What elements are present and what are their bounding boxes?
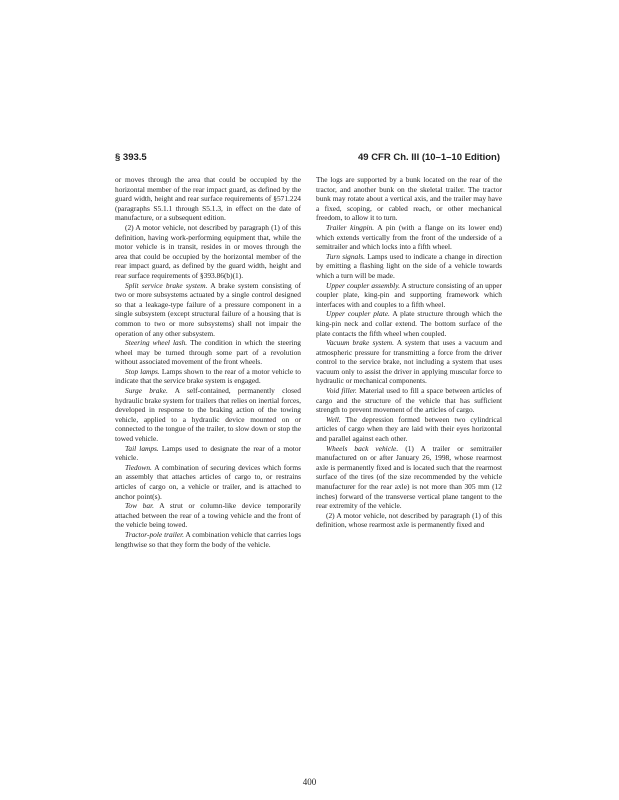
definition-term: Trailer kingpin. — [326, 222, 375, 232]
paragraph: (2) A motor vehicle, not described by paragraph (1) of this definition, whose rearmost axle is permanently fixed and — [316, 510, 502, 530]
cfr-chapter-title: 49 CFR Ch. III (10–1–10 Edition) — [357, 152, 500, 163]
definition-wheels-back-vehicle: Wheels back vehicle. (1) A trailer or semitrailer manufactured on or after January 26, 1998, whose rearmost axle is permanently fixed and is located such that the rearmost surface of the tires (of the size recommended by the vehicle manufacturer for the rear axle) is not more than 305 mm (12 inches) forward of the transverse vertical plane tangent to the rear extremity of the vehicle. — [316, 443, 502, 511]
running-header — [115, 152, 500, 166]
definition-vacuum-brake-system: Vacuum brake system. A system that uses a vacuum and atmospheric pressure for transmitting a force from the driver control to the service brake, not including a system that uses vacuum only to assist the driver in applying muscular force to hydraulic or mechanical components. — [316, 338, 502, 386]
definition-tail-lamps: Tail lamps. Lamps used to designate the rear of a motor vehicle. — [115, 443, 301, 463]
page-number: 400 — [302, 777, 317, 787]
definition-term: Surge brake. — [125, 386, 168, 396]
definition-term: Upper coupler plate. — [326, 309, 390, 319]
definition-upper-coupler-assembly: Upper coupler assembly. A structure consisting of an upper coupler plate, king-pin and supporting framework which interfaces with and couples to a fifth wheel. — [316, 280, 502, 309]
definition-term: Steering wheel lash. — [125, 338, 188, 348]
definition-term: Turn signals. — [326, 251, 366, 261]
definition-term: Upper coupler assembly. — [326, 280, 400, 290]
left-text-column — [115, 175, 301, 775]
definition-well: Well. The depression formed between two cylindrical articles of cargo when they are laid with their eyes horizontal and parallel against each other. — [316, 414, 502, 444]
definition-term: Tiedown. — [125, 462, 152, 472]
definition-turn-signals: Turn signals. Lamps used to indicate a change in direction by emitting a flashing light on the side of a vehicle towards which a turn will be made. — [316, 251, 502, 280]
definition-upper-coupler-plate: Upper coupler plate. A plate structure through which the king-pin neck and collar extend. The bottom surface of the plate contacts the fifth wheel when coupled. — [316, 309, 502, 338]
definition-term: Tractor-pole trailer. — [125, 529, 184, 539]
definition-surge-brake: Surge brake. A self-contained, permanently closed hydraulic brake system for trailers that relies on inertial forces, developed in response to the braking action of the towing vehicle, applied to a hydraulic device mounted on or connected to the tongue of the trailer, to slow down or stop the towed vehicle. — [115, 386, 301, 444]
paragraph: The logs are supported by a bunk located on the rear of the tractor, and another bunk on the skeletal trailer. The tractor bunk may rotate about a vertical axis, and the trailer may have a fixed, scoping, or cabled reach, or other mechanical freedom, to allow it to turn. — [316, 175, 502, 223]
definition-term: Wheels back vehicle. — [326, 443, 399, 453]
definition-term: Vacuum brake system. — [326, 338, 394, 348]
definition-tractor-pole-trailer: Tractor-pole trailer. A combination vehicle that carries logs lengthwise so that they form the body of the vehicle. — [115, 529, 301, 549]
definition-steering-wheel-lash: Steering wheel lash. The condition in which the steering wheel may be turned through some part of a revolution without associated movement of the front wheels. — [115, 338, 301, 367]
definition-void-filler: Void filler. Material used to fill a space between articles of cargo and the structure of the vehicle that has sufficient strength to prevent movement of the articles of cargo. — [316, 386, 502, 415]
definition-tiedown: Tiedown. A combination of securing devices which forms an assembly that attaches articles of cargo to, or restrains articles of cargo on, a vehicle or trailer, and is attached to anchor point(s). — [115, 462, 301, 501]
definition-tow-bar: Tow bar. A strut or column-like device temporarily attached between the rear of a towing vehicle and the front of the vehicle being towed. — [115, 501, 301, 530]
right-text-column — [316, 175, 502, 775]
paragraph: (2) A motor vehicle, not described by paragraph (1) of this definition, having work-performing equipment that, while the motor vehicle is in transit, resides in or moves through the area that could be occupied by the horizontal member of the rear impact guard, as defined by the guard width, height and rear surface requirements of §393.86(b)(1). — [115, 222, 301, 280]
definition-term: Tail lamps. — [125, 443, 159, 453]
paragraph: or moves through the area that could be occupied by the horizontal member of the rear impact guard, as defined by the guard width, height and rear surface requirements of §571.224 (paragraphs S5.1.1 through S5.1.3, in effect on the date of manufacture, or a subsequent edition. — [115, 175, 301, 223]
definition-trailer-kingpin: Trailer kingpin. A pin (with a flange on its lower end) which extends vertically from the front of the underside of a semitrailer and which locks into a fifth wheel. — [316, 222, 502, 252]
definition-stop-lamps: Stop lamps. Lamps shown to the rear of a motor vehicle to indicate that the service brake system is engaged. — [115, 366, 301, 386]
definition-term: Split service brake system. — [125, 280, 208, 290]
definition-term: Stop lamps. — [125, 366, 160, 376]
definition-split-service-brake: Split service brake system. A brake system consisting of two or more subsystems actuated by a single control designed so that a leakage-type failure of a pressure component in a single subsystem (except structural failure of a housing that is common to two or more subsystems) shall not impair the operation of any other subsystem. — [115, 280, 301, 338]
section-number: § 393.5 — [115, 152, 147, 163]
definition-term: Void filler. — [326, 386, 357, 396]
definition-term: Well. — [326, 414, 341, 424]
definition-term: Tow bar. — [125, 501, 154, 511]
